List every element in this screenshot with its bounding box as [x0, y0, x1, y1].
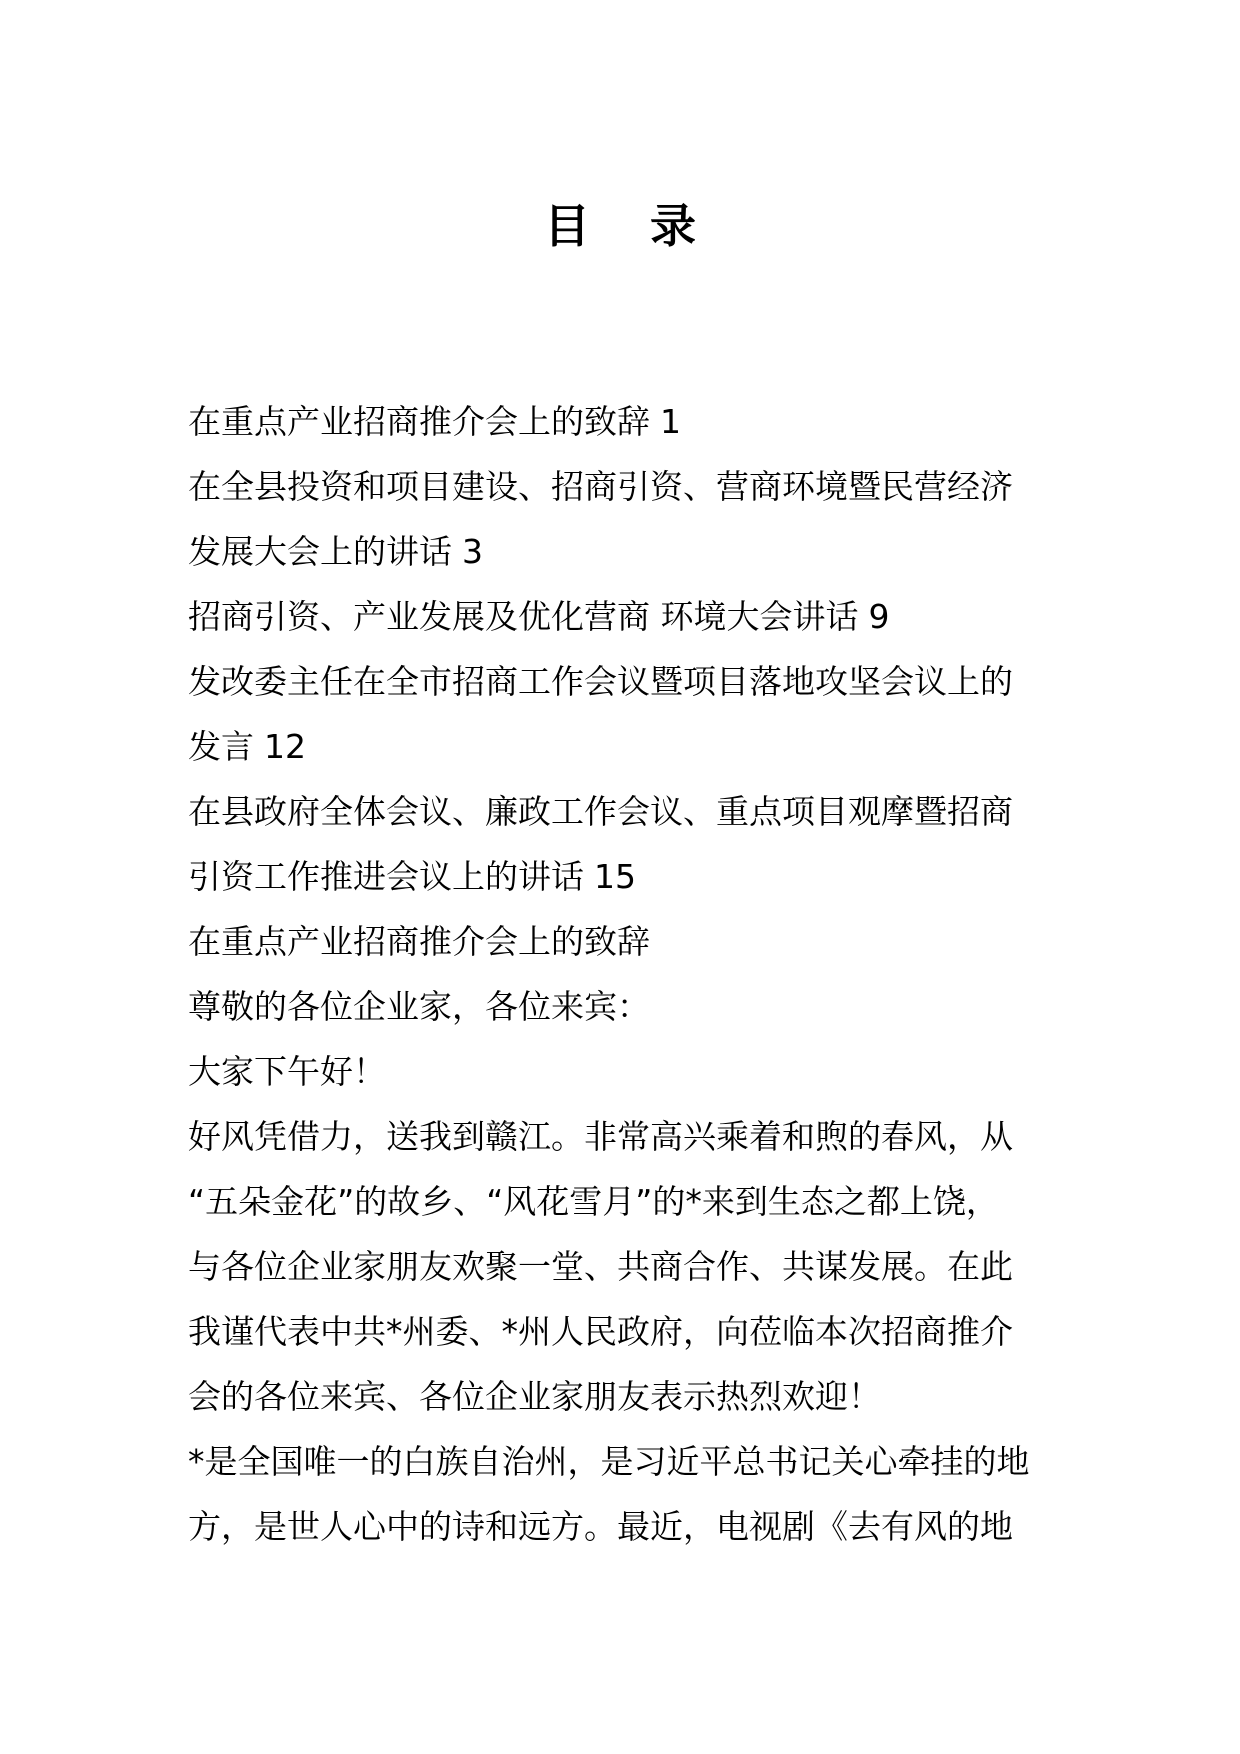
toc-entry[interactable] — [188, 389, 1088, 454]
paragraph-line: 好风凭借力，送我到赣江。非常高兴乘着和煦的春风，从 — [188, 1117, 1013, 1156]
page-title: 目 录 — [543, 199, 718, 253]
paragraph-line: 会的各位来宾、各位企业家朋友表示热烈欢迎！ — [188, 1377, 881, 1416]
toc-entry[interactable] — [188, 584, 1088, 649]
toc-entry-text: 在全县投资和项目建设、招商引资、营商环境暨民营经济 — [188, 467, 1013, 506]
toc-page-number: 12 — [264, 727, 306, 766]
paragraph-line: *是全国唯一的白族自治州，是习近平总书记关心牵挂的地 — [188, 1442, 1030, 1481]
toc-entry[interactable] — [188, 454, 1088, 519]
toc-page-number: 15 — [594, 857, 636, 896]
toc-page-number: 3 — [462, 532, 483, 571]
paragraph-line: 与各位企业家朋友欢聚一堂、共商合作、共谋发展。在此 — [188, 1247, 1013, 1286]
toc-entry-text: 发展大会上的讲话 — [188, 532, 452, 571]
paragraph-line: “五朵金花”的故乡、“风花雪月”的*来到生态之都上饶， — [188, 1182, 999, 1221]
paragraph-line: 方，是世人心中的诗和远方。最近，电视剧《去有风的地 — [188, 1507, 1013, 1546]
toc-entry-text: 在重点产业招商推介会上的致辞 — [188, 402, 650, 441]
paragraph-line: 我谨代表中共*州委、*州人民政府，向莅临本次招商推介 — [188, 1312, 1013, 1351]
text-body — [188, 389, 1088, 1559]
section-heading: 在重点产业招商推介会上的致辞 — [188, 922, 650, 961]
toc-page-number: 1 — [660, 402, 681, 441]
toc-entry-text: 发言 — [188, 727, 254, 766]
toc-entry[interactable] — [188, 519, 1088, 584]
toc-entry-text: 引资工作推进会议上的讲话 — [188, 857, 584, 896]
toc-entry-text: 发改委主任在全市招商工作会议暨项目落地攻坚会议上的 — [188, 662, 1013, 701]
toc-entry[interactable] — [188, 649, 1088, 714]
toc-entry-text: 在县政府全体会议、廉政工作会议、重点项目观摩暨招商 — [188, 792, 1013, 831]
toc-entry[interactable] — [188, 844, 1088, 909]
salutation: 尊敬的各位企业家，各位来宾： — [188, 987, 650, 1026]
toc-entry-text: 招商引资、产业发展及优化营商 环境大会讲话 — [188, 597, 859, 636]
greeting: 大家下午好！ — [188, 1052, 386, 1091]
toc-page-number: 9 — [868, 597, 890, 636]
toc-entry[interactable] — [188, 779, 1088, 844]
toc-entry[interactable] — [188, 714, 1088, 779]
